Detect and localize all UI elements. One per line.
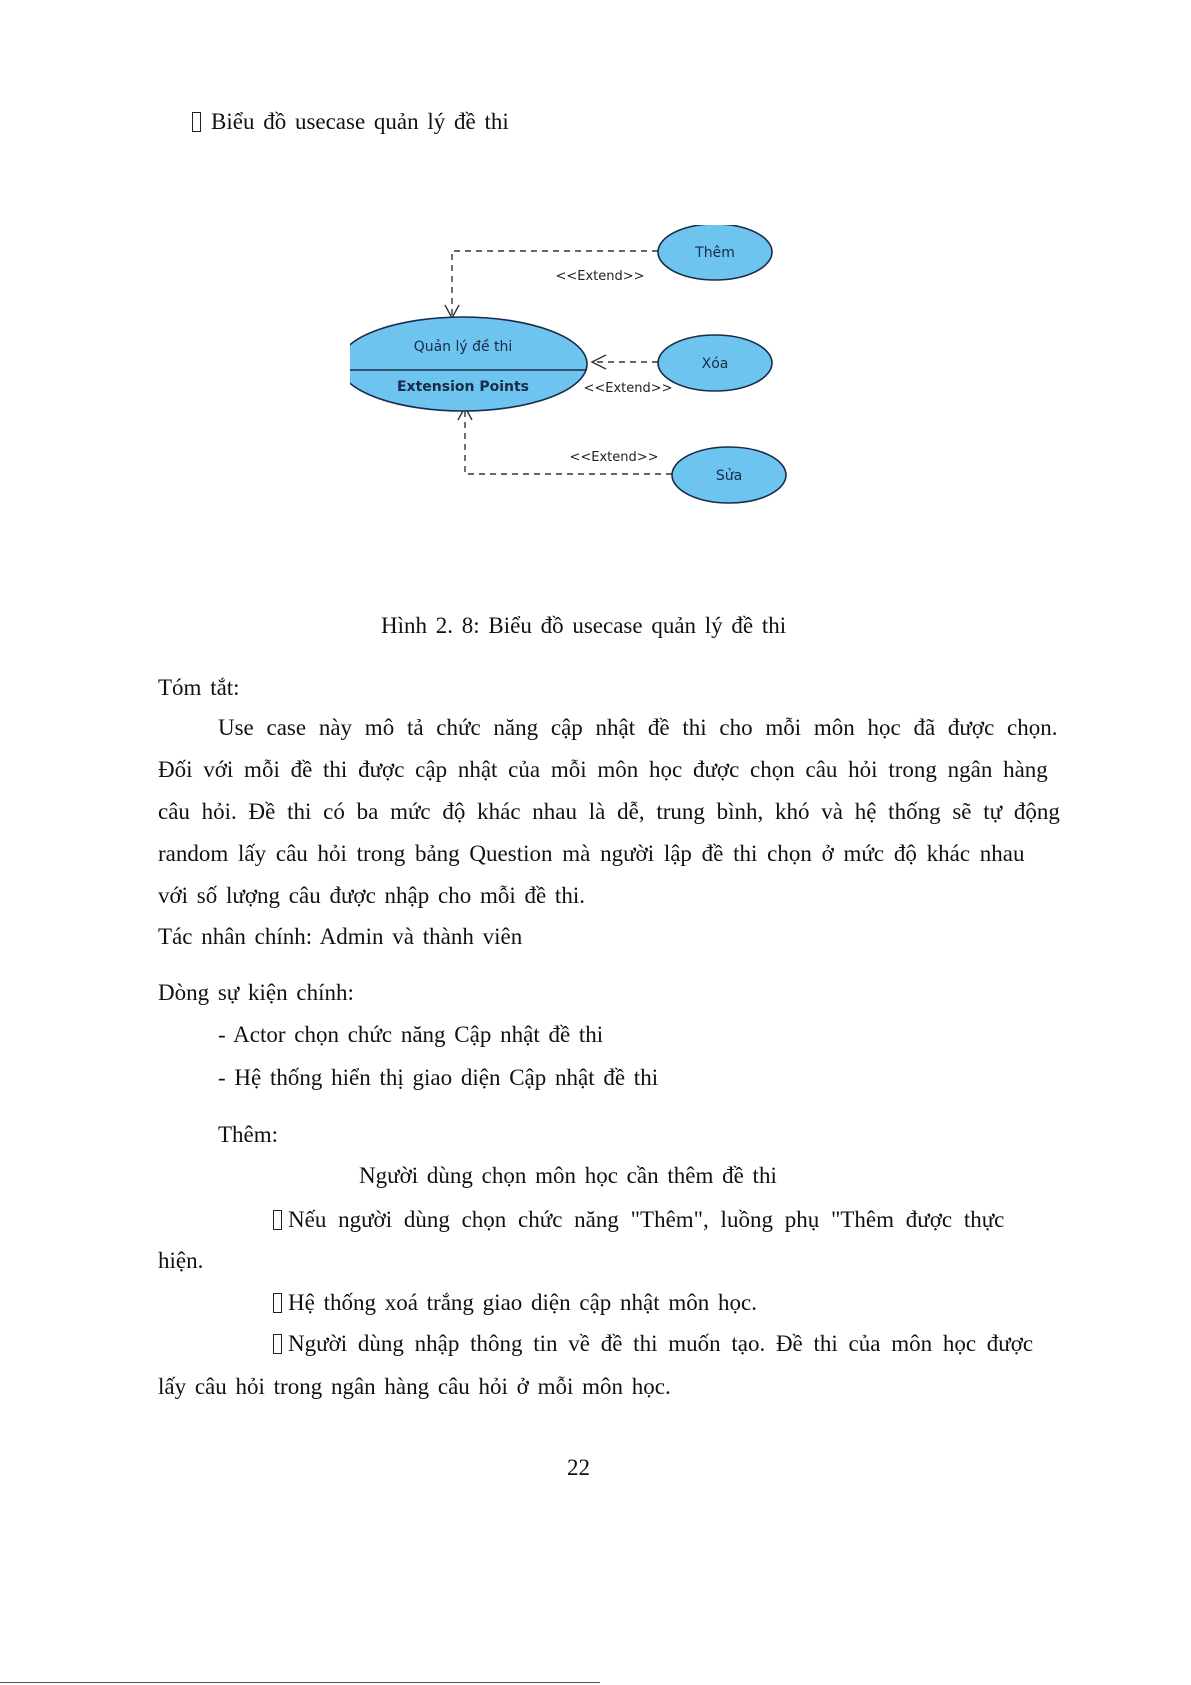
extension-points-label: Extension Points [396, 379, 530, 395]
usecase-xoa [658, 335, 772, 391]
add-step-2 [273, 1289, 757, 1317]
page-number: 22 [567, 1455, 590, 1480]
extend-label-xoa: <<Extend>> [583, 381, 673, 396]
figure-caption: Hình 2. 8: Biểu đồ usecase quản lý đề thi [381, 613, 787, 638]
main-flow-label: Dòng sự kiện chính: [158, 980, 354, 1005]
summary-label: Tóm tắt: [158, 675, 240, 700]
add-step-3 [273, 1330, 1033, 1358]
usecase-them-label: Thêm [695, 245, 735, 261]
box-bullet-icon [273, 1334, 282, 1354]
add-step-1-text: Nếu người dùng chọn chức năng "Thêm", luồng phụ "Thêm được thực [288, 1207, 1005, 1232]
main-usecase [350, 317, 587, 411]
extend-label-them: <<Extend>> [555, 269, 645, 284]
summary-line-3: câu hỏi. Đề thi có ba mức độ khác nhau là dễ, trung bình, khó và hệ thống sẽ tự động [158, 799, 1060, 824]
add-step-1-cont: hiện. [158, 1248, 204, 1273]
box-bullet-icon [192, 112, 201, 132]
summary-line-1: Use case này mô tả chức năng cập nhật đề thi cho mỗi môn học đã được chọn. [218, 715, 1058, 740]
usecase-sua-label: Sửa [715, 468, 743, 484]
main-flow-item-1: - Actor chọn chức năng Cập nhật đề thi [218, 1022, 604, 1047]
add-step-2-text: Hệ thống xoá trắng giao diện cập nhật môn học. [288, 1290, 757, 1315]
add-label: Thêm: [218, 1122, 279, 1147]
section-heading [192, 108, 509, 136]
extend-label-sua: <<Extend>> [569, 450, 659, 465]
main-flow-item-2: - Hệ thống hiển thị giao diện Cập nhật đề thi [218, 1065, 659, 1090]
heading-text: Biểu đồ usecase quản lý đề thi [211, 109, 509, 134]
add-step-1 [273, 1206, 1004, 1234]
box-bullet-icon [273, 1210, 282, 1230]
summary-line-4: random lấy câu hỏi trong bảng Question mà người lập đề thi chọn ở mức độ khác nhau [158, 841, 1025, 866]
usecase-sua [672, 447, 786, 503]
extend-connector-them [452, 251, 658, 317]
usecase-them [658, 225, 772, 280]
actors-text: Tác nhân chính: Admin và thành viên [158, 924, 523, 949]
add-step-3-text: Người dùng nhập thông tin về đề thi muốn tạo. Đề thi của môn học được [288, 1331, 1034, 1356]
add-intro: Người dùng chọn môn học cần thêm đề thi [359, 1163, 777, 1188]
usecase-diagram [350, 225, 850, 555]
summary-line-5: với số lượng câu được nhập cho mỗi đề thi. [158, 883, 585, 908]
box-bullet-icon [273, 1293, 282, 1313]
summary-line-2: Đối với mỗi đề thi được cập nhật của mỗi môn học được chọn câu hỏi trong ngân hàng [158, 757, 1048, 782]
add-step-3-cont: lấy câu hỏi trong ngân hàng câu hỏi ở mỗi môn học. [158, 1374, 671, 1399]
bottom-rule [0, 1682, 600, 1683]
main-usecase-label: Quản lý đề thi [413, 339, 513, 355]
usecase-xoa-label: Xóa [701, 356, 729, 372]
